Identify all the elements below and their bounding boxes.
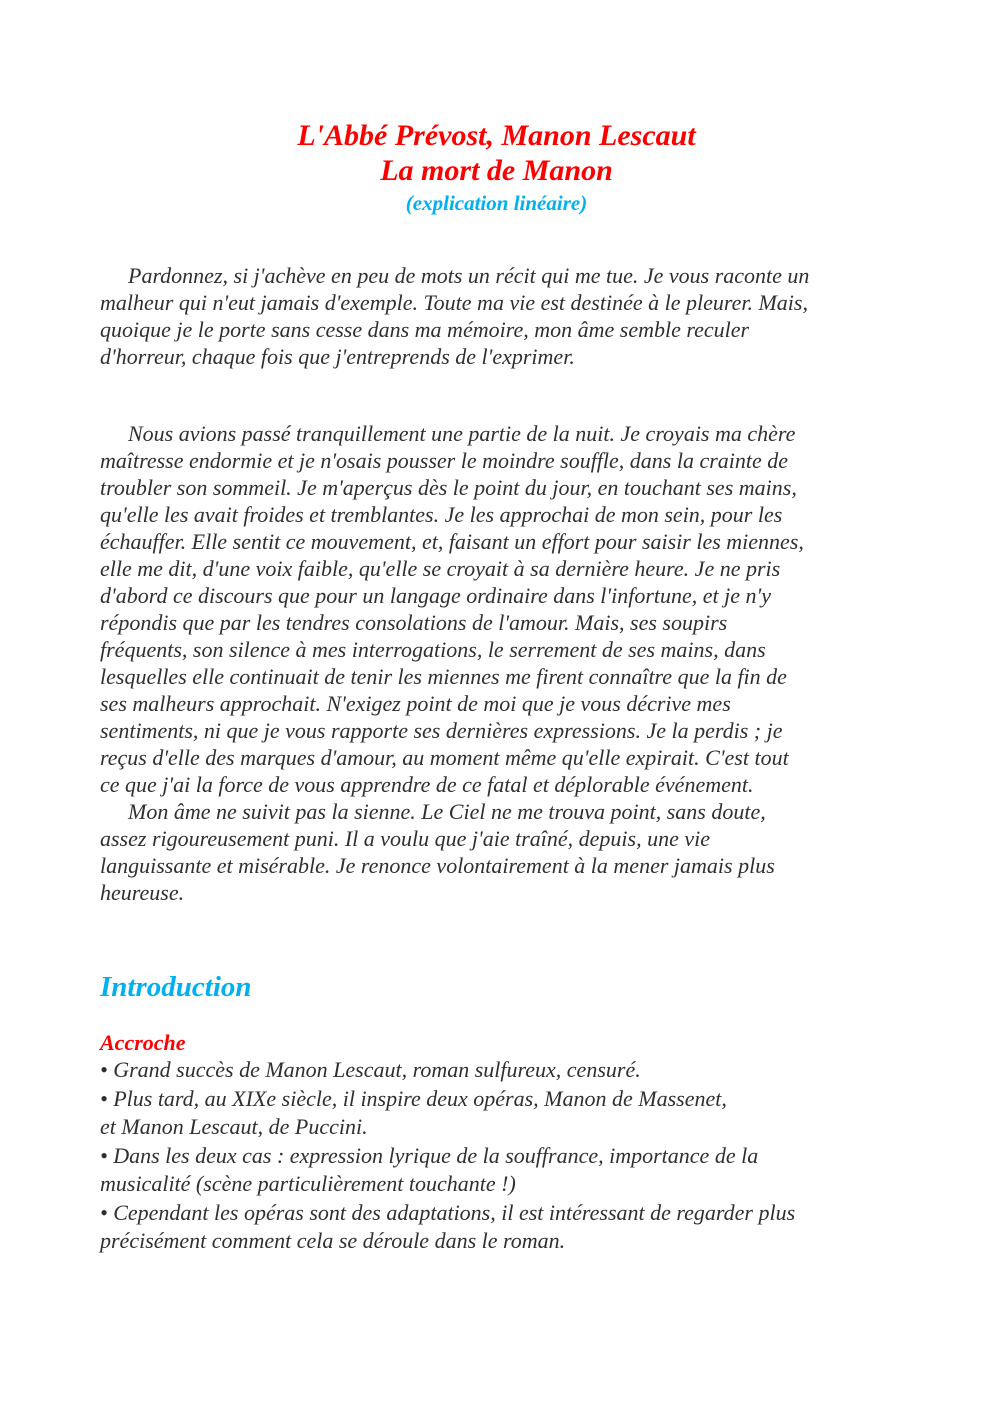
excerpt-line: échauffer. Elle sentit ce mouvement, et, faisant un effort pour saisir les miennes,	[100, 529, 804, 554]
excerpt-line: elle me dit, d'une voix faible, qu'elle se croyait à sa dernière heure. Je ne pris	[100, 556, 781, 581]
bullet-line: et Manon Lescaut, de Puccini.	[100, 1114, 368, 1139]
bullet-line: • Grand succès de Manon Lescaut, roman sulfureux, censuré.	[100, 1057, 641, 1082]
excerpt-line: malheur qui n'eut jamais d'exemple. Toute ma vie est destinée à le pleurer. Mais,	[100, 290, 808, 315]
excerpt-line: heureuse.	[100, 880, 185, 905]
excerpt-line: d'abord ce discours que pour un langage ordinaire dans l'infortune, et je n'y	[100, 583, 771, 608]
excerpt-line: fréquents, son silence à mes interrogations, le serrement de ses mains, dans	[100, 637, 766, 662]
excerpt-line: quoique je le porte sans cesse dans ma mémoire, mon âme semble reculer	[100, 317, 750, 342]
bullet-line: musicalité (scène particulièrement touchante !)	[100, 1171, 516, 1196]
excerpt-line: troubler son sommeil. Je m'aperçus dès le point du jour, en touchant ses mains,	[100, 475, 797, 500]
excerpt-line: ses malheurs approchait. N'exigez point de moi que je vous décrive mes	[100, 691, 731, 716]
excerpt-line: sentiments, ni que je vous rapporte ses dernières expressions. Je la perdis ; je	[100, 718, 783, 743]
excerpt-line: qu'elle les avait froides et tremblantes. Je les approchai de mon sein, pour les	[100, 502, 783, 527]
document-title-line-1: L'Abbé Prévost, Manon Lescaut	[297, 119, 696, 152]
excerpt-paragraph-1	[100, 262, 900, 370]
excerpt-line: lesquelles elle continuait de tenir les miennes me firent connaître que la fin de	[100, 664, 787, 689]
document-title-line-2: La mort de Manon	[380, 154, 613, 187]
excerpt-line: répondis que par les tendres consolations de l'amour. Mais, ses soupirs	[100, 610, 728, 635]
excerpt-line: d'horreur, chaque fois que j'entreprends de l'exprimer.	[100, 344, 575, 369]
excerpt-line: ce que j'ai la force de vous apprendre de ce fatal et déplorable événement.	[100, 772, 754, 797]
excerpt-line: languissante et misérable. Je renonce volontairement à la mener jamais plus	[100, 853, 775, 878]
document-subtitle: (explication linéaire)	[405, 191, 588, 215]
excerpt-line: Pardonnez, si j'achève en peu de mots un récit qui me tue. Je vous raconte un	[128, 263, 810, 288]
accroche-bullet-list	[100, 1056, 920, 1256]
excerpt-line: assez rigoureusement puni. Il a voulu que j'aie traîné, depuis, une vie	[100, 826, 711, 851]
excerpt-line: maîtresse endormie et je n'osais pousser le moindre souffle, dans la crainte de	[100, 448, 789, 473]
title-block	[0, 118, 993, 216]
accroche-heading: Accroche	[100, 1030, 186, 1055]
excerpt-line: Nous avions passé tranquillement une partie de la nuit. Je croyais ma chère	[128, 421, 796, 446]
excerpt-paragraph-2	[100, 420, 900, 906]
introduction-heading: Introduction	[100, 971, 252, 1003]
excerpt-line: Mon âme ne suivit pas la sienne. Le Ciel ne me trouva point, sans doute,	[128, 799, 766, 824]
bullet-line: • Plus tard, au XIXe siècle, il inspire deux opéras, Manon de Massenet,	[100, 1085, 727, 1111]
excerpt-line: reçus d'elle des marques d'amour, au moment même qu'elle expirait. C'est tout	[100, 745, 789, 770]
bullet-line: • Dans les deux cas : expression lyrique de la souffrance, importance de la	[100, 1142, 759, 1168]
bullet-line: • Cependant les opéras sont des adaptations, il est intéressant de regarder plus	[100, 1199, 796, 1225]
bullet-line: précisément comment cela se déroule dans le roman.	[100, 1228, 566, 1253]
